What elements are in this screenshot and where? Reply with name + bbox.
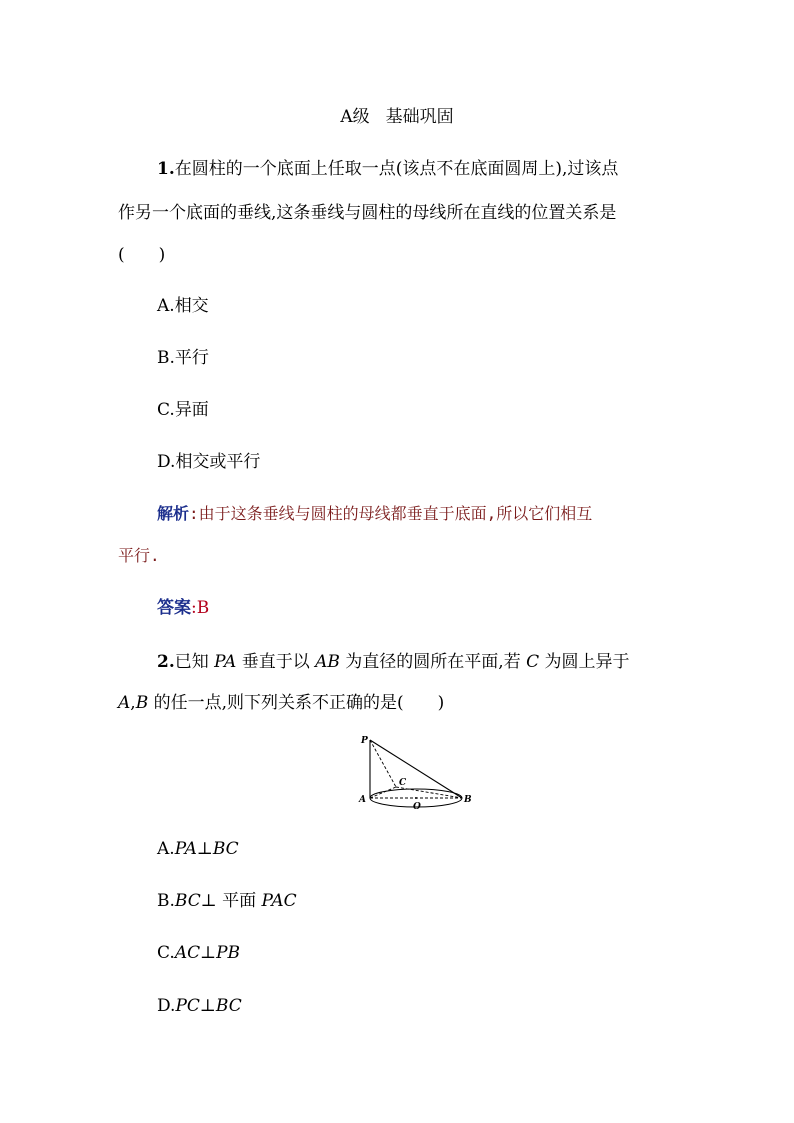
q1-line1-text: 在圆柱的一个底面上任取一点(该点不在底面圆周上),过该点 (174, 159, 619, 179)
segment-pc (370, 740, 396, 787)
label-c: C (399, 778, 407, 788)
q2-option-c-lhs: AC (174, 943, 201, 963)
q1-answer (157, 597, 209, 619)
q2-text-a: 已知 (174, 652, 215, 672)
q2-option-c-op: ⊥ (200, 943, 217, 963)
q2-comma: , (130, 693, 136, 713)
q1-explanation-text1: 由于这条垂线与圆柱的母线都垂直于底面,所以它们相互 (198, 504, 593, 523)
q2-var-c: C (526, 652, 540, 672)
q2-option-d-lhs: PC (175, 996, 200, 1016)
q1-answer-value: B (196, 598, 210, 618)
q1-option-a (157, 295, 209, 317)
section-level: A级 (340, 107, 370, 127)
q1-answer-sep: : (191, 598, 197, 618)
q1-option-d-letter: D. (157, 452, 176, 472)
label-p: P (361, 736, 368, 746)
q1-option-d (157, 451, 260, 473)
q1-number: 1. (157, 159, 175, 179)
q1-answer-label: 答案 (157, 598, 191, 618)
label-o: O (413, 802, 421, 812)
q1-explanation-label: 解析 (157, 504, 190, 523)
q1-option-c-letter: C. (157, 400, 175, 420)
q2-option-a-letter: A. (157, 839, 175, 859)
q2-option-c-rhs: PB (216, 943, 241, 963)
q2-option-b-op: ⊥ 平面 (200, 891, 262, 911)
q2-option-d-letter: D. (157, 996, 176, 1016)
q2-text-d: 为圆上异于 (539, 652, 630, 672)
q2-text-rest: 的任一点,则下列关系不正确的是( ) (148, 693, 445, 713)
q1-option-c (157, 399, 209, 421)
q1-option-c-text: 异面 (174, 400, 209, 420)
q1-line1 (157, 158, 618, 180)
q2-var-ab: AB (315, 652, 340, 672)
q1-explanation-line2: 平行. (118, 546, 160, 565)
label-b: B (464, 795, 472, 805)
segment-ac (370, 787, 396, 798)
q1-line3: ( ) (118, 245, 166, 265)
q1-option-b (157, 347, 209, 369)
q1-explanation-sep: : (189, 504, 199, 523)
q2-var-pa: PA (214, 652, 237, 672)
q2-option-b-letter: B. (157, 891, 175, 911)
q2-text-c: 为直径的圆所在平面,若 (339, 652, 527, 672)
q2-option-a-rhs: BC (212, 839, 239, 859)
section-title (0, 106, 794, 128)
q1-option-b-text: 平行 (174, 348, 209, 368)
q1-line2: 作另一个底面的垂线,这条垂线与圆柱的母线所在直线的位置关系是 (118, 203, 617, 223)
q2-line2 (118, 692, 444, 714)
q1-option-a-letter: A. (157, 296, 175, 316)
q2-var-b: B (135, 693, 149, 713)
q2-option-b-rhs: PAC (261, 891, 297, 911)
q2-var-a: A (118, 693, 131, 713)
q2-option-b-lhs: BC (174, 891, 201, 911)
q2-text-b: 垂直于以 (236, 652, 316, 672)
q2-option-d-op: ⊥ (199, 996, 216, 1016)
q2-option-a-lhs: PA (174, 839, 197, 859)
q2-option-d (157, 995, 242, 1017)
q2-option-a (157, 838, 239, 860)
q2-line1 (157, 651, 630, 673)
label-a: A (359, 795, 366, 805)
q1-explanation-line1 (157, 503, 592, 525)
q1-option-b-letter: B. (157, 348, 175, 368)
q1-option-a-text: 相交 (174, 296, 209, 316)
q2-option-b (157, 890, 297, 912)
q2-option-c-letter: C. (157, 943, 175, 963)
q2-option-c (157, 942, 240, 964)
q1-option-d-text: 相交或平行 (175, 452, 261, 472)
center-point (415, 797, 417, 799)
section-name: 基础巩固 (385, 107, 454, 127)
q2-option-d-rhs: BC (215, 996, 242, 1016)
q2-option-a-op: ⊥ (196, 839, 213, 859)
cone-figure (355, 730, 475, 816)
q2-number: 2. (157, 652, 175, 672)
